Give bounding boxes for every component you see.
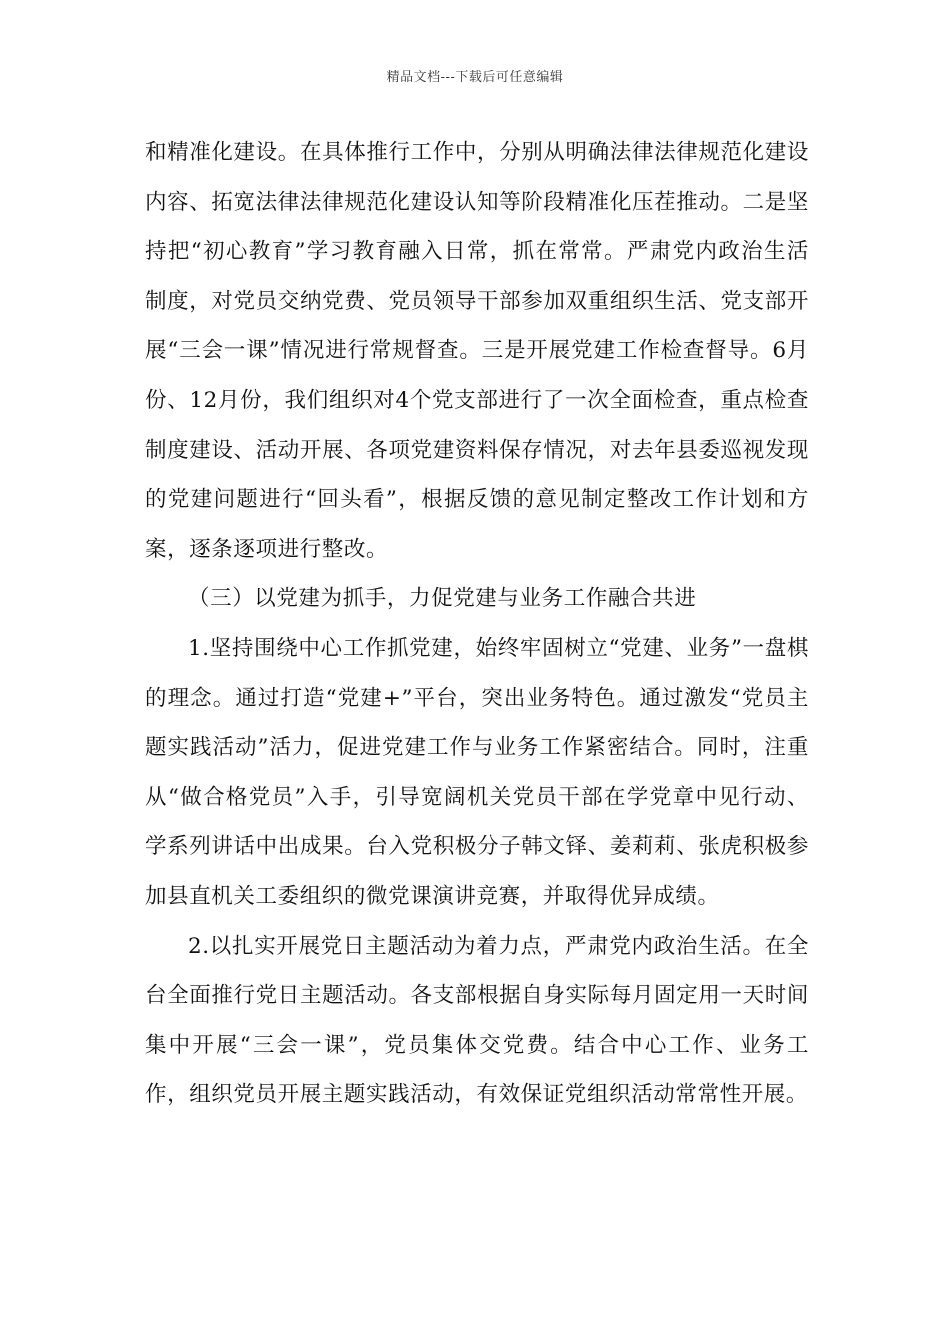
- paragraph-continuation: 和精准化建设。在具体推行工作中，分别从明确法律法律规范化建设内容、拓宽法律法律规范化建设认知等阶段精准化压茬推动。二是坚持把“初心教育”学习教育融入日常，抓在常常。严肃党内政治生活制度，对党员交纳党费、党员领导干部参加双重组织生活、党支部开展“三会一课”情况进行常规督查。三是开展党建工作检查督导。6月份、12月份，我们组织对4个党支部进行了一次全面检查，重点检查制度建设、活动开展、各项党建资料保存情况，对去年县委巡视发现的党建问题进行“回头看”，根据反馈的意见制定整改工作计划和方案，逐条逐项进行整改。: [145, 140, 809, 562]
- paragraph-item-1: 1.坚持围绕中心工作抓党建，始终牢固树立“党建、业务”一盘棋的理念。通过打造“党建+”平台，突出业务特色。通过激发“党员主题实践活动”活力，促进党建工作与业务工作紧密结合。同时，注重从“做合格党员”入手，引导宽阔机关党员干部在学党章中见行动、学系列讲话中出成果。台入党积极分子韩文铎、姜莉莉、张虎积极参加县直机关工委组织的微党课演讲竞赛，并取得优异成绩。: [145, 635, 809, 909]
- document-body: [145, 128, 809, 1120]
- section-heading: （三）以党建为抓手，力促党建与业务工作融合共进: [188, 586, 697, 612]
- paragraph-item-2: 2.以扎实开展党日主题活动为着力点，严肃党内政治生活。在全台全面推行党日主题活动。各支部根据自身实际每月固定用一天时间集中开展“三会一课”，党员集体交党费。结合中心工作、业务工作，组织党员开展主题实践活动，有效保证党组织活动常常性开展。: [145, 933, 809, 1108]
- page-header: 精品文档---下载后可任意编辑: [386, 70, 564, 85]
